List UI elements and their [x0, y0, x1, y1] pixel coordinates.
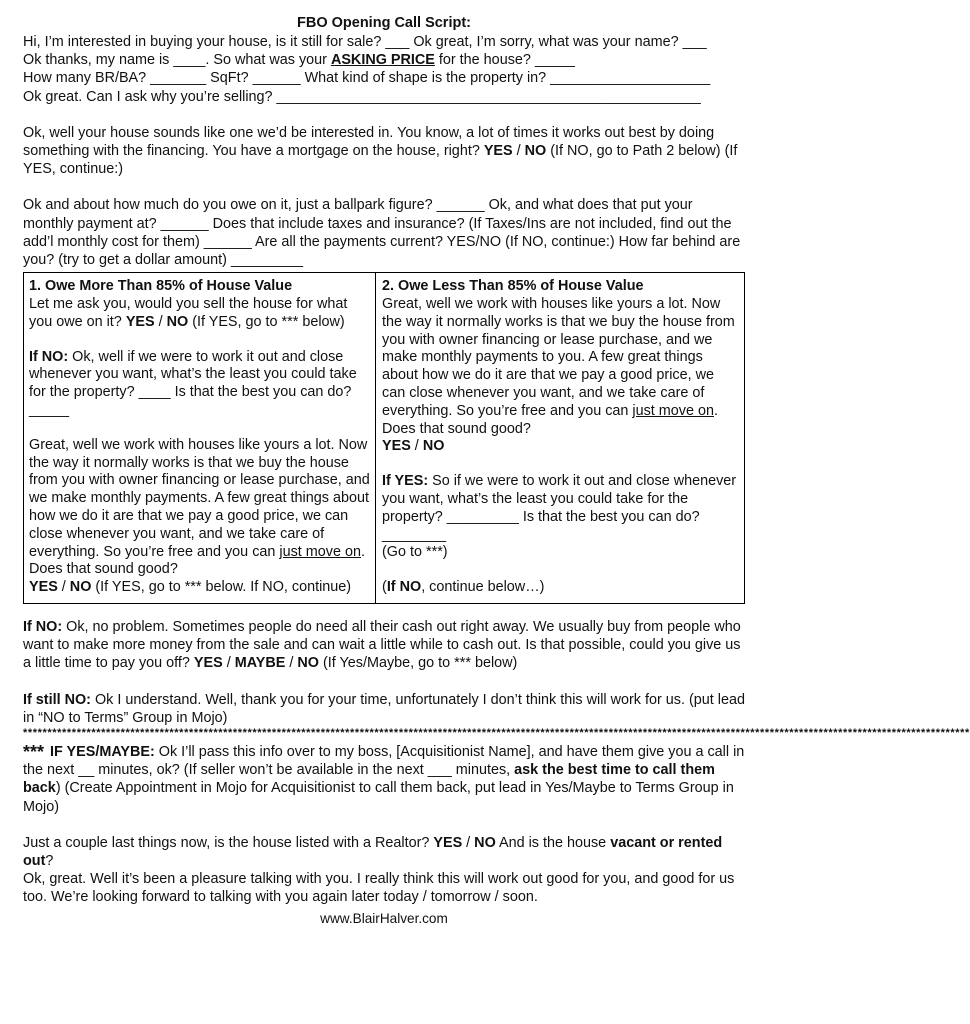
path-1-slash: / — [154, 313, 167, 330]
if-no-sep-2: / — [285, 655, 298, 672]
path-1-answer — [29, 579, 370, 597]
financing-paragraph — [23, 124, 745, 179]
closing-no: NO — [474, 834, 496, 851]
path-1-if-no-text: Ok, well if we were to work it out and close whenever you want, what’s the least you could take for the property? ____ Is that the best you can do? _____ — [29, 348, 357, 419]
financing-text: Ok, well your house sounds like one we’d be interested in. You know, a lot of times it works out best by doing something with the financing. You have a mortgage on the house, right? — [23, 124, 715, 160]
financing-slash: / — [512, 143, 525, 160]
yes-maybe-label: IF YES/MAYBE: — [50, 744, 155, 760]
path-2-no: NO — [422, 438, 445, 455]
closing-question — [23, 834, 745, 870]
if-no-text-tail: (If Yes/Maybe, go to *** below) — [318, 655, 518, 672]
path-1-question-tail: (If YES, go to *** below) — [188, 313, 345, 330]
footer-website: www.BlairHalver.com — [320, 910, 448, 926]
intro-line-2 — [23, 51, 745, 69]
path-2-if-yes-text: So if we were to work it out and close whenever you want, what’s the least you could take for the property? _________ Is that the best you can do? ________ — [382, 473, 737, 543]
yes-maybe-stars: *** — [23, 742, 45, 762]
script-page — [23, 14, 970, 928]
path-2-if-yes-label: If YES: — [382, 473, 429, 490]
path-1-column — [24, 273, 376, 603]
yes-maybe-bold: ask the best time to call them back — [23, 762, 715, 797]
path-2-pitch-tail: . Does that sound good? — [382, 402, 718, 437]
star-divider: ************************************************************************************************************************************************************************************************** — [23, 727, 970, 739]
path-2-pitch-text: Great, well we work with houses like yours a lot. Now the way it normally works is that we buy the house from you with owner financing or lease purchase, and we make monthly payments to you. A few great things about how we do it are that we pay a good price, we can close whenever you want, and we take care of everything. So you’re free and you can — [382, 296, 735, 419]
path-1-pitch-text: Great, well we work with houses like yours a lot. Now the way it normally works is that we buy the house from you with owner financing or lease purchase, and we make monthly payments. A few great things about how we do it are that we pay a good price, we can close whenever you want, and we take care of everything. So you’re free and you can — [29, 436, 370, 560]
path-1-if-no — [29, 349, 370, 420]
path-1-yes: YES — [125, 313, 155, 330]
yes-maybe-text: Ok I’ll pass this info over to my boss, [Acquisitionist Name], and have them give you a call in the next __ minutes, ok? (If seller won’t be available in the next ___ minutes, — [23, 744, 745, 779]
closing-text-mid: And is the house — [495, 834, 611, 851]
if-no-sep-1: / — [222, 655, 235, 672]
path-2-if-no — [382, 579, 739, 597]
asking-price-label: ASKING PRICE — [330, 52, 435, 69]
path-table — [23, 272, 745, 604]
intro-line-2-tail: for the house? _____ — [434, 52, 575, 69]
if-no-yes: YES — [193, 655, 223, 672]
if-still-no-text: Ok I understand. Well, thank you for your time, unfortunately I don’t think this will work for us. (put lead in “NO to Terms” Group in Mojo) — [23, 691, 745, 726]
if-still-no-label: If still NO: — [23, 691, 91, 708]
path-1-no: NO — [166, 313, 189, 330]
path-1-answer-no: NO — [69, 579, 92, 596]
closing-text: Just a couple last things now, is the house listed with a Realtor? — [23, 834, 434, 851]
intro-line-3: How many BR/BA? _______ SqFt? ______ What kind of shape is the property in? ____________________ — [23, 70, 711, 87]
intro-line-4: Ok great. Can I ask why you’re selling? _____________________________________________________ — [23, 88, 701, 105]
path-1-if-no-label: If NO: — [29, 348, 69, 365]
path-1-pitch-tail: . Does that sound good? — [29, 543, 365, 578]
intro-line-1: Hi, I’m interested in buying your house, is it still for sale? ___ Ok great, I’m sorry, what was your name? ___ — [23, 34, 707, 50]
closing-vacant: vacant or rented out — [23, 834, 723, 870]
if-no-label: If NO: — [23, 618, 63, 635]
closing-farewell: Ok, great. Well it’s been a pleasure talking with you. I really think this will work out good for you, and good for us too. We’re looking forward to talking with you again later today / tomorrow / soon. — [23, 871, 735, 906]
if-no-maybe: MAYBE — [234, 655, 286, 672]
if-no-paragraph — [23, 618, 745, 673]
path-2-yes: YES — [382, 438, 411, 455]
path-2-if-no-open: ( — [382, 579, 387, 596]
path-1-heading: 1. Owe More Than 85% of House Value — [29, 278, 293, 295]
path-1-answer-text: (If YES, go to *** below. If NO, continue) — [91, 579, 352, 596]
path-2-slash: / — [410, 438, 423, 455]
path-1-answer-slash: / — [57, 579, 70, 596]
financing-text-tail: (If NO, go to Path 2 below) (If YES, continue:) — [23, 143, 738, 178]
path-2-goto: (Go to ***) — [382, 544, 448, 561]
closing-yes: YES — [433, 834, 463, 851]
path-1-question-text: Let me ask you, would you sell the house for what you owe on it? — [29, 296, 348, 330]
path-2-answer — [382, 438, 739, 456]
if-no-text: Ok, no problem. Sometimes people do need all their cash out right away. We usually buy from people who want to make more money from the sale and can wait a little while to cash out. Is that possible, could you give us a little time to pay you off? — [23, 618, 741, 672]
closing-text-end: ? — [45, 853, 54, 870]
owe-paragraph: Ok and about how much do you owe on it, just a ballpark figure? ______ Ok, and what does that put your monthly payment at? ______ Does that include taxes and insurance? (If Taxes/Ins are not included, find out the add’l monthly cost for them) ______ Are all the payments current? YES/NO (If NO, continue:) How far behind are you? (try to get a dollar amount) _________ — [23, 197, 741, 269]
financing-yes: YES — [483, 143, 513, 160]
financing-no: NO — [524, 143, 547, 160]
path-2-if-no-label: If NO — [386, 579, 422, 596]
path-1-answer-yes: YES — [29, 579, 58, 596]
path-2-pitch — [382, 296, 739, 438]
path-2-if-yes — [382, 473, 739, 544]
closing-slash: / — [462, 834, 475, 851]
intro-line-2-text: Ok thanks, my name is ____. So what was your — [23, 52, 331, 69]
path-2-heading: 2. Owe Less Than 85% of House Value — [382, 278, 644, 295]
yes-maybe-text-tail: ) (Create Appointment in Mojo for Acquisitionist to call them back, put lead in Yes/Maybe to Terms Group in Mojo) — [23, 780, 734, 815]
path-2-move-on: just move on — [632, 402, 714, 419]
path-2-if-no-rest: , continue below…) — [421, 579, 545, 596]
yes-maybe-paragraph — [23, 743, 745, 816]
if-no-no: NO — [297, 655, 319, 672]
if-still-no-paragraph — [23, 691, 745, 727]
path-2-column — [376, 273, 744, 603]
path-1-pitch — [29, 437, 370, 579]
path-1-move-on: just move on — [279, 543, 361, 560]
page-title: FBO Opening Call Script: — [296, 15, 471, 31]
path-1-question — [29, 296, 370, 332]
